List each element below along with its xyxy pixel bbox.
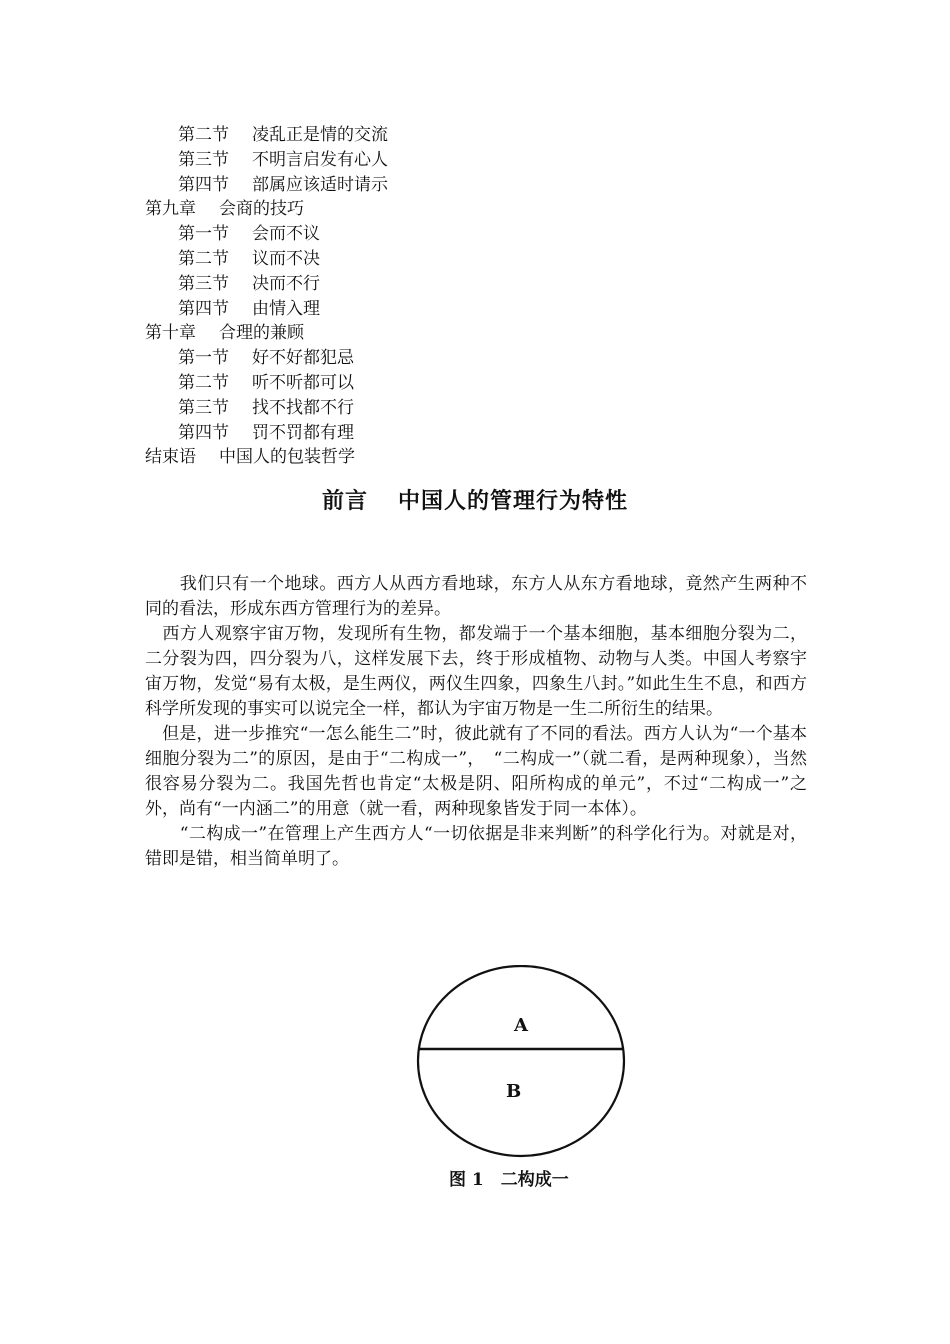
toc-title: 不明言启发有心人 (252, 149, 388, 170)
toc-section (145, 371, 805, 396)
title-prefix: 前言 (321, 489, 368, 514)
toc-number: 第一节 (178, 348, 229, 369)
toc-title: 合理的兼顾 (219, 323, 304, 344)
toc-title: 由情入理 (252, 298, 320, 319)
body-text (145, 572, 807, 872)
toc-section (145, 247, 805, 272)
toc-title: 凌乱正是情的交流 (252, 125, 388, 145)
label-a: A (514, 1015, 528, 1036)
toc-chapter (145, 197, 805, 222)
table-of-contents (145, 123, 805, 470)
toc-title: 议而不决 (252, 248, 320, 269)
toc-section (145, 272, 805, 297)
paragraph-2: 西方人观察宇宙万物，发现所有生物，都发端于一个基本细胞，基本细胞分裂为二，二分裂为四，四分裂为八，这样发展下去，终于形成植物、动物与人类。中国人考察宇宙万物，发觉“易有太极，是生两仪，两仪生四象，四象生八封。”如此生生不息，和西方科学所发现的事实可以说完全一样，都认为宇宙万物是一生二所衍生的结果。 (145, 624, 807, 719)
label-b: B (506, 1081, 522, 1102)
toc-number: 第四节 (178, 174, 229, 195)
outer-circle (418, 966, 624, 1156)
figure-circle-diagram (400, 965, 640, 1165)
page-title (0, 484, 950, 515)
toc-number: 第二节 (178, 248, 229, 269)
paragraph-1: 我们只有一个地球。西方人从西方看地球，东方人从东方看地球，竟然产生两种不同的看法，形成东西方管理行为的差异。 (145, 574, 807, 619)
toc-number: 第四节 (178, 422, 229, 443)
title-text: 中国人的管理行为特性 (398, 489, 629, 514)
toc-title: 会而不议 (252, 224, 320, 245)
toc-number: 第二节 (178, 372, 229, 393)
toc-section (145, 148, 805, 173)
toc-section (145, 297, 805, 322)
toc-title: 中国人的包装哲学 (219, 447, 355, 468)
toc-title: 找不找都不行 (252, 397, 354, 418)
figure-caption: 图 1 二构成一 (449, 1170, 569, 1190)
toc-section (145, 222, 805, 247)
toc-number: 第二节 (178, 125, 229, 145)
toc-number: 第三节 (178, 149, 229, 170)
toc-number: 第一节 (178, 224, 229, 245)
toc-chapter (145, 321, 805, 346)
toc-title: 好不好都犯忌 (252, 348, 354, 369)
toc-section (145, 123, 805, 148)
paragraph-4: “二构成一”在管理上产生西方人“一切依据是非来判断”的科学化行为。对就是对，错即是错，相当简单明了。 (145, 824, 807, 869)
toc-title: 部属应该适时请示 (252, 174, 388, 195)
toc-number: 结束语 (145, 447, 196, 468)
toc-number: 第三节 (178, 397, 229, 418)
toc-title: 罚不罚都有理 (252, 422, 354, 443)
toc-title: 决而不行 (252, 273, 320, 294)
toc-title: 会商的技巧 (219, 199, 304, 220)
circle-diagram (400, 965, 640, 1165)
toc-section (145, 421, 805, 446)
toc-number: 第三节 (178, 273, 229, 294)
toc-section (145, 346, 805, 371)
toc-title: 听不听都可以 (252, 372, 354, 393)
paragraph-3: 但是，进一步推究“一怎么能生二”时，彼此就有了不同的看法。西方人认为“一个基本细胞分裂为二”的原因，是由于“二构成一”， “二构成一”（就二看，是两种现象），当然很容易分裂为二。我国先哲也肯定“太极是阴、阳所构成的单元”，不过“二构成一”之外，尚有“一内涵二”的用意（就一看，两种现象皆发于同一本体）。 (145, 724, 807, 819)
toc-section (145, 396, 805, 421)
toc-chapter (145, 445, 805, 470)
toc-number: 第四节 (178, 298, 229, 319)
toc-section (145, 173, 805, 198)
toc-number: 第十章 (145, 323, 196, 344)
toc-number: 第九章 (145, 199, 196, 220)
